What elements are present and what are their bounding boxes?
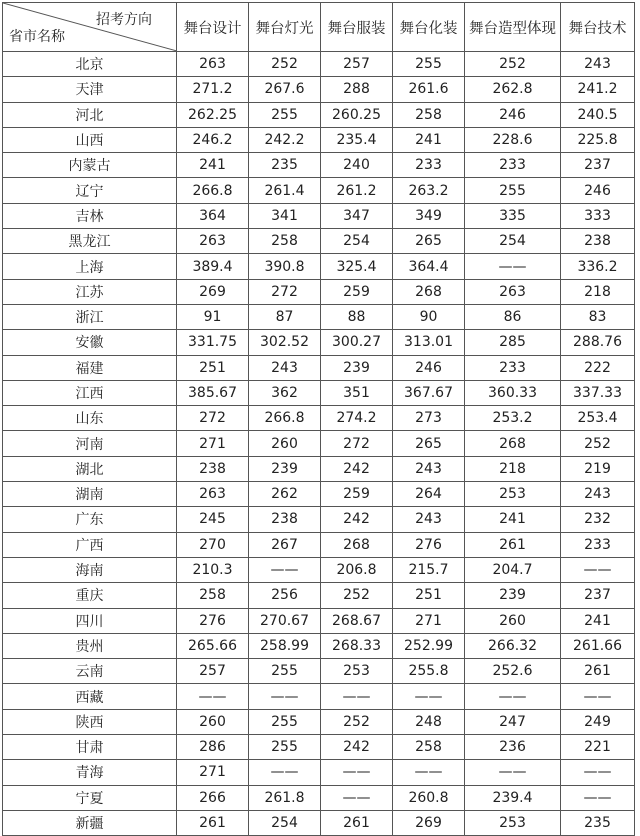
column-header: 舞台造型体现 [465,3,561,52]
table-row [3,52,635,77]
score-cell: 271 [177,431,249,456]
score-cell: 247 [465,709,561,734]
score-cell: —— [465,684,561,709]
table-row [3,810,635,835]
province-name-cell: 海南 [3,557,177,582]
score-cell: 204.7 [465,557,561,582]
score-cell: 268.67 [321,608,393,633]
table-row [3,760,635,785]
table-row [3,355,635,380]
score-cell: 255 [249,735,321,760]
score-cell: 235.4 [321,127,393,152]
score-cell: 243 [393,507,465,532]
score-cell: 218 [465,456,561,481]
score-cell: 255 [393,52,465,77]
score-cell: 263.2 [393,178,465,203]
score-cell: 249 [561,709,635,734]
score-cell: 341 [249,203,321,228]
table-row [3,557,635,582]
score-cell: 267 [249,532,321,557]
score-cell: 218 [561,279,635,304]
province-name-cell: 广西 [3,532,177,557]
score-cell: 232 [561,507,635,532]
table-row [3,456,635,481]
score-cell: 253 [321,659,393,684]
score-cell: 88 [321,304,393,329]
table-row [3,127,635,152]
province-name-cell: 江苏 [3,279,177,304]
score-cell: 252 [321,583,393,608]
table-row [3,482,635,507]
score-cell: —— [321,785,393,810]
score-cell: 240.5 [561,102,635,127]
score-cell: 256 [249,583,321,608]
score-cell: 241 [465,507,561,532]
score-cell: 215.7 [393,557,465,582]
score-cell: 268 [465,431,561,456]
province-name-cell: 湖南 [3,482,177,507]
table-row [3,633,635,658]
score-cell: 266.32 [465,633,561,658]
corner-province-label: 省市名称 [9,29,65,45]
score-cell: 273 [393,406,465,431]
score-cell: 254 [249,810,321,835]
column-header: 舞台灯光 [249,3,321,52]
score-cell: 302.52 [249,330,321,355]
score-cell: —— [321,684,393,709]
score-cell: 274.2 [321,406,393,431]
score-cell: 272 [249,279,321,304]
score-cell: 233 [465,153,561,178]
score-cell: 255 [465,178,561,203]
score-cell: 389.4 [177,254,249,279]
score-cell: —— [561,684,635,709]
score-table [2,2,635,836]
score-cell: 225.8 [561,127,635,152]
score-cell: 243 [561,482,635,507]
province-name-cell: 内蒙古 [3,153,177,178]
score-cell: 261 [321,810,393,835]
score-cell: 263 [465,279,561,304]
score-cell: 360.33 [465,380,561,405]
score-cell: 252 [561,431,635,456]
score-cell: 240 [321,153,393,178]
score-cell: —— [393,684,465,709]
province-name-cell: 吉林 [3,203,177,228]
score-cell: 251 [393,583,465,608]
score-cell: 235 [249,153,321,178]
score-cell: 206.8 [321,557,393,582]
score-cell: 267.6 [249,77,321,102]
province-name-cell: 黑龙江 [3,229,177,254]
score-cell: —— [465,254,561,279]
score-cell: 259 [321,482,393,507]
score-cell: 246.2 [177,127,249,152]
table-row [3,77,635,102]
province-name-cell: 河北 [3,102,177,127]
score-cell: 255 [249,709,321,734]
score-cell: 239.4 [465,785,561,810]
score-cell: —— [393,760,465,785]
score-cell: 238 [561,229,635,254]
score-cell: 364.4 [393,254,465,279]
score-cell: 337.33 [561,380,635,405]
score-cell: 259 [321,279,393,304]
table-row [3,659,635,684]
province-name-cell: 福建 [3,355,177,380]
score-cell: 266 [177,785,249,810]
table-row [3,431,635,456]
score-cell: 288.76 [561,330,635,355]
score-cell: 333 [561,203,635,228]
province-name-cell: 上海 [3,254,177,279]
score-cell: —— [177,684,249,709]
score-cell: —— [561,557,635,582]
score-cell: 261 [561,659,635,684]
table-body [3,52,635,836]
score-cell: 254 [465,229,561,254]
column-header: 舞台化装 [393,3,465,52]
score-cell: 271.2 [177,77,249,102]
score-cell: 248 [393,709,465,734]
score-cell: 263 [177,482,249,507]
score-cell: 272 [177,406,249,431]
province-name-cell: 青海 [3,760,177,785]
score-cell: 243 [249,355,321,380]
score-cell: 349 [393,203,465,228]
table-row [3,279,635,304]
table-row [3,254,635,279]
table-row [3,532,635,557]
score-cell: 257 [177,659,249,684]
score-cell: 86 [465,304,561,329]
score-cell: 254 [321,229,393,254]
score-cell: 331.75 [177,330,249,355]
province-name-cell: 重庆 [3,583,177,608]
score-cell: 246 [561,178,635,203]
score-cell: 258 [393,735,465,760]
score-cell: 260 [249,431,321,456]
table-row [3,608,635,633]
score-cell: 255 [249,659,321,684]
score-cell: 242 [321,456,393,481]
table-row [3,330,635,355]
table-row [3,380,635,405]
column-header: 舞台设计 [177,3,249,52]
score-cell: 300.27 [321,330,393,355]
score-cell: 269 [393,810,465,835]
score-cell: 268 [321,532,393,557]
score-cell: 253.4 [561,406,635,431]
score-cell: 242 [321,735,393,760]
province-name-cell: 甘肃 [3,735,177,760]
score-cell: 261 [465,532,561,557]
score-cell: 239 [321,355,393,380]
table-row [3,735,635,760]
score-cell: 251 [177,355,249,380]
score-cell: 336.2 [561,254,635,279]
score-cell: 87 [249,304,321,329]
province-name-cell: 天津 [3,77,177,102]
score-cell: 252 [321,709,393,734]
score-cell: 268.33 [321,633,393,658]
score-cell: 246 [393,355,465,380]
score-cell: 261.4 [249,178,321,203]
province-name-cell: 北京 [3,52,177,77]
score-cell: 271 [393,608,465,633]
score-cell: 261.2 [321,178,393,203]
province-name-cell: 辽宁 [3,178,177,203]
score-cell: 288 [321,77,393,102]
score-cell: 265.66 [177,633,249,658]
score-cell: 258 [177,583,249,608]
score-cell: 270.67 [249,608,321,633]
score-cell: 258 [249,229,321,254]
score-cell: 210.3 [177,557,249,582]
score-cell: 233 [465,355,561,380]
score-cell: 233 [561,532,635,557]
score-cell: 235 [561,810,635,835]
score-cell: 253.2 [465,406,561,431]
score-cell: 222 [561,355,635,380]
province-name-cell: 江西 [3,380,177,405]
score-cell: 83 [561,304,635,329]
score-cell: 367.67 [393,380,465,405]
score-cell: 266.8 [177,178,249,203]
score-cell: 258.99 [249,633,321,658]
score-cell: 266.8 [249,406,321,431]
score-cell: 237 [561,153,635,178]
score-cell: 238 [249,507,321,532]
province-name-cell: 宁夏 [3,785,177,810]
province-name-cell: 云南 [3,659,177,684]
table-row [3,203,635,228]
province-name-cell: 安徽 [3,330,177,355]
score-cell: 285 [465,330,561,355]
table-row [3,507,635,532]
score-cell: 245 [177,507,249,532]
corner-direction-label: 招考方向 [96,12,152,28]
table-row [3,153,635,178]
score-cell: 260 [465,608,561,633]
score-cell: —— [249,684,321,709]
score-cell: 252 [465,52,561,77]
score-cell: —— [249,760,321,785]
score-cell: 325.4 [321,254,393,279]
score-cell: 252 [249,52,321,77]
score-cell: 335 [465,203,561,228]
table-row [3,785,635,810]
header-corner-cell [3,3,177,52]
score-cell: 257 [321,52,393,77]
score-cell: 241 [177,153,249,178]
score-cell: 228.6 [465,127,561,152]
score-cell: 253 [465,482,561,507]
table-row [3,229,635,254]
province-name-cell: 贵州 [3,633,177,658]
score-cell: 263 [177,52,249,77]
score-cell: 219 [561,456,635,481]
score-cell: 313.01 [393,330,465,355]
province-name-cell: 陕西 [3,709,177,734]
score-cell: 252.99 [393,633,465,658]
score-cell: 261.6 [393,77,465,102]
score-cell: 252.6 [465,659,561,684]
score-cell: —— [561,760,635,785]
score-cell: 264 [393,482,465,507]
score-cell: —— [249,557,321,582]
province-name-cell: 山西 [3,127,177,152]
score-cell: 243 [393,456,465,481]
score-cell: 271 [177,760,249,785]
table-row [3,406,635,431]
table-row [3,304,635,329]
score-cell: 262 [249,482,321,507]
table-row [3,102,635,127]
table-row [3,709,635,734]
score-cell: 90 [393,304,465,329]
score-cell: 242 [321,507,393,532]
province-name-cell: 山东 [3,406,177,431]
score-cell: 385.67 [177,380,249,405]
table-row [3,684,635,709]
score-cell: 362 [249,380,321,405]
table-row [3,583,635,608]
column-header: 舞台服装 [321,3,393,52]
score-cell: 242.2 [249,127,321,152]
score-cell: 260.25 [321,102,393,127]
score-cell: 238 [177,456,249,481]
province-name-cell: 西藏 [3,684,177,709]
score-cell: 243 [561,52,635,77]
score-cell: 260 [177,709,249,734]
score-cell: 261 [177,810,249,835]
score-cell: 239 [465,583,561,608]
score-cell: 286 [177,735,249,760]
score-cell: 91 [177,304,249,329]
score-cell: 262.25 [177,102,249,127]
province-name-cell: 广东 [3,507,177,532]
province-name-cell: 湖北 [3,456,177,481]
score-cell: 246 [465,102,561,127]
score-cell: 233 [393,153,465,178]
column-header: 舞台技术 [561,3,635,52]
province-name-cell: 浙江 [3,304,177,329]
score-cell: 239 [249,456,321,481]
score-cell: 237 [561,583,635,608]
score-cell: 263 [177,229,249,254]
score-cell: —— [321,760,393,785]
score-cell: 272 [321,431,393,456]
score-cell: 276 [393,532,465,557]
score-cell: —— [561,785,635,810]
score-cell: 265 [393,229,465,254]
score-cell: 253 [465,810,561,835]
score-cell: 241 [393,127,465,152]
score-cell: 268 [393,279,465,304]
score-cell: 390.8 [249,254,321,279]
province-name-cell: 河南 [3,431,177,456]
score-cell: 255.8 [393,659,465,684]
score-cell: 258 [393,102,465,127]
score-cell: 255 [249,102,321,127]
score-cell: 347 [321,203,393,228]
score-cell: —— [465,760,561,785]
province-name-cell: 新疆 [3,810,177,835]
score-cell: 276 [177,608,249,633]
score-cell: 261.66 [561,633,635,658]
score-cell: 265 [393,431,465,456]
score-cell: 241.2 [561,77,635,102]
score-table-container [2,2,634,833]
header-row [3,3,635,52]
score-cell: 364 [177,203,249,228]
province-name-cell: 四川 [3,608,177,633]
score-cell: 269 [177,279,249,304]
table-row [3,178,635,203]
score-cell: 221 [561,735,635,760]
score-cell: 260.8 [393,785,465,810]
score-cell: 270 [177,532,249,557]
score-cell: 241 [561,608,635,633]
score-cell: 351 [321,380,393,405]
score-cell: 236 [465,735,561,760]
score-cell: 262.8 [465,77,561,102]
score-cell: 261.8 [249,785,321,810]
